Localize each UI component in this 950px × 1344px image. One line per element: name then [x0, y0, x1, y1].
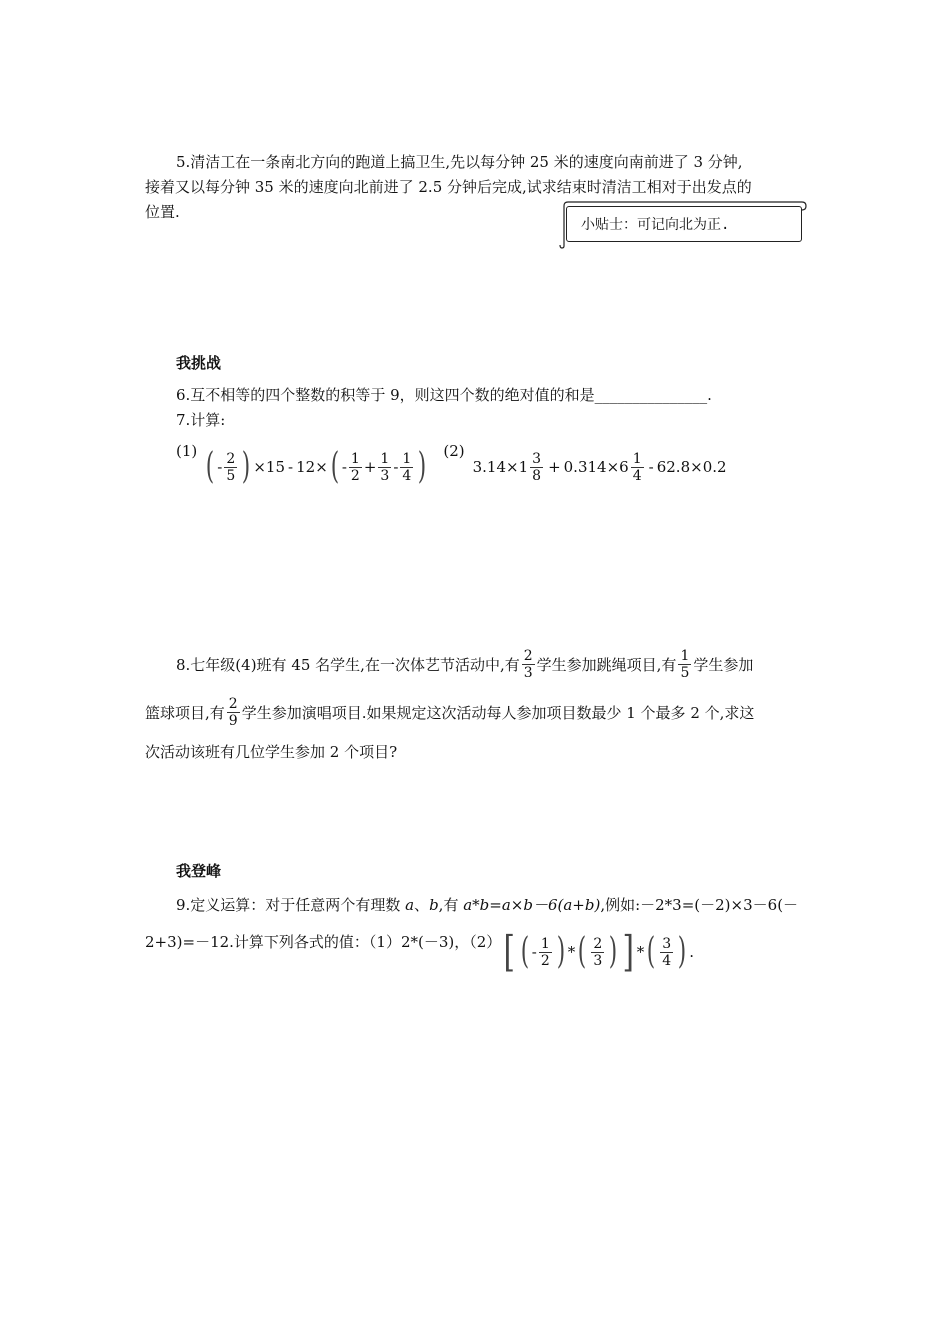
q6-text: 6.互不相等的四个整数的积等于 9，则这四个数的绝对值的和是_______________. [176, 386, 712, 404]
bracket-open: [ [503, 927, 516, 976]
q8-text: 学生参加跳绳项目,有 [536, 655, 677, 674]
q5-line-3: 位置. [145, 203, 180, 221]
q7-part1-label: (1) [176, 442, 198, 460]
number: 12 [296, 458, 316, 476]
times-sign: × [690, 458, 703, 476]
period: . [689, 943, 694, 961]
fraction: $\frac{1}{4}$ [632, 450, 642, 484]
paren-open: ( [578, 931, 587, 972]
paren-close: ) [556, 931, 565, 972]
number: 15 [265, 458, 286, 476]
paren-close: ) [677, 931, 687, 972]
q5-line-2: 接着又以每分钟 35 米的速度向北前进了 2.5 分钟后完成,试求结束时清洁工相对于出发点的 [145, 178, 752, 196]
fraction: $\frac{2}{5}$ [226, 450, 236, 484]
minus-sign: - [531, 943, 537, 961]
plus-sign: + [363, 458, 377, 476]
star-operator: * [636, 943, 645, 961]
paren-open: ( [206, 446, 215, 487]
section-heading-peak: 我登峰 [176, 862, 222, 880]
q5-line-1: 5.清洁工在一条南北方向的跑道上搞卫生,先以每分钟 25 米的速度向南前进了 3 分钟, [176, 153, 743, 171]
q7-expressions [176, 442, 727, 492]
q8-line-3: 次活动该班有几位学生参加 2 个项目? [145, 743, 398, 761]
number: 1 [518, 458, 529, 476]
q9-line-2 [145, 924, 694, 980]
q9-text: 9.定义运算：对于任意两个有理数 [176, 896, 406, 914]
q9-text: ,有 [438, 896, 464, 914]
fraction: $\frac{1}{3}$ [380, 450, 390, 484]
q8-text: 篮球项目,有 [145, 703, 225, 722]
minus-sign: - [393, 458, 399, 476]
paren-close: ) [609, 931, 618, 972]
q9-line-1 [176, 893, 798, 917]
q8-line-2 [145, 696, 754, 729]
fraction: $\frac{2}{3}$ [593, 935, 603, 969]
paren-open: ( [647, 931, 656, 972]
fraction: $\frac{1}{2}$ [350, 450, 360, 484]
q8-text: 学生参加 [693, 655, 754, 674]
fraction: $\frac{2}{3}$ [523, 648, 533, 681]
star-operator: * [567, 943, 576, 961]
q9-text: ,例如:－2*3=(－2)×3－6(－ [600, 896, 799, 914]
times-sign: × [506, 458, 519, 476]
fraction: $\frac{1}{2}$ [540, 935, 550, 969]
paren-close: ) [242, 446, 251, 487]
minus-sign: - [288, 458, 294, 476]
var-a: a [405, 896, 415, 914]
minus-sign: - [217, 458, 223, 476]
plus-sign: + [548, 458, 561, 476]
paren-open: ( [330, 446, 340, 487]
minus-sign: - [341, 458, 347, 476]
q9-text: 、 [414, 896, 430, 914]
fraction: $\frac{3}{4}$ [662, 935, 672, 969]
times-sign: × [315, 458, 328, 476]
tip-scroll [558, 200, 808, 250]
tip-box: 小贴士：可记向北为正. [566, 206, 802, 242]
paren-close: ) [418, 446, 427, 487]
fraction: $\frac{2}{9}$ [228, 696, 238, 729]
minus-sign: - [648, 458, 654, 476]
q8-text: 学生参加演唱项目.如果规定这次活动每人参加项目数最少 1 个最多 2 个,求这 [241, 703, 755, 722]
q8-line-1 [176, 648, 753, 681]
paren-open: ( [520, 931, 529, 972]
q7-part2-label: (2) [443, 442, 465, 460]
q7-title: 7.计算: [176, 411, 226, 429]
q9-text: 2+3)=－12.计算下列各式的值：（1）2*(－3)，（2） [145, 933, 502, 951]
fraction: $\frac{1}{4}$ [402, 450, 412, 484]
number: 62.8 [656, 458, 691, 476]
q8-text: 8.七年级(4)班有 45 名学生,在一次体艺节活动中,有 [176, 655, 520, 674]
number: 3.14 [472, 458, 507, 476]
times-sign: × [253, 458, 266, 476]
number: 0.314 [563, 458, 607, 476]
var-b: b [429, 896, 439, 914]
number: 0.2 [702, 458, 727, 476]
fraction: $\frac{3}{8}$ [532, 450, 542, 484]
section-heading-challenge: 我挑战 [176, 354, 222, 372]
fraction: $\frac{1}{5}$ [680, 648, 690, 681]
times-sign: × [606, 458, 620, 476]
bracket-close: ] [622, 927, 635, 976]
q9-definition: a*b=a×b－6(a+b) [463, 896, 601, 914]
number: 6 [619, 458, 629, 476]
